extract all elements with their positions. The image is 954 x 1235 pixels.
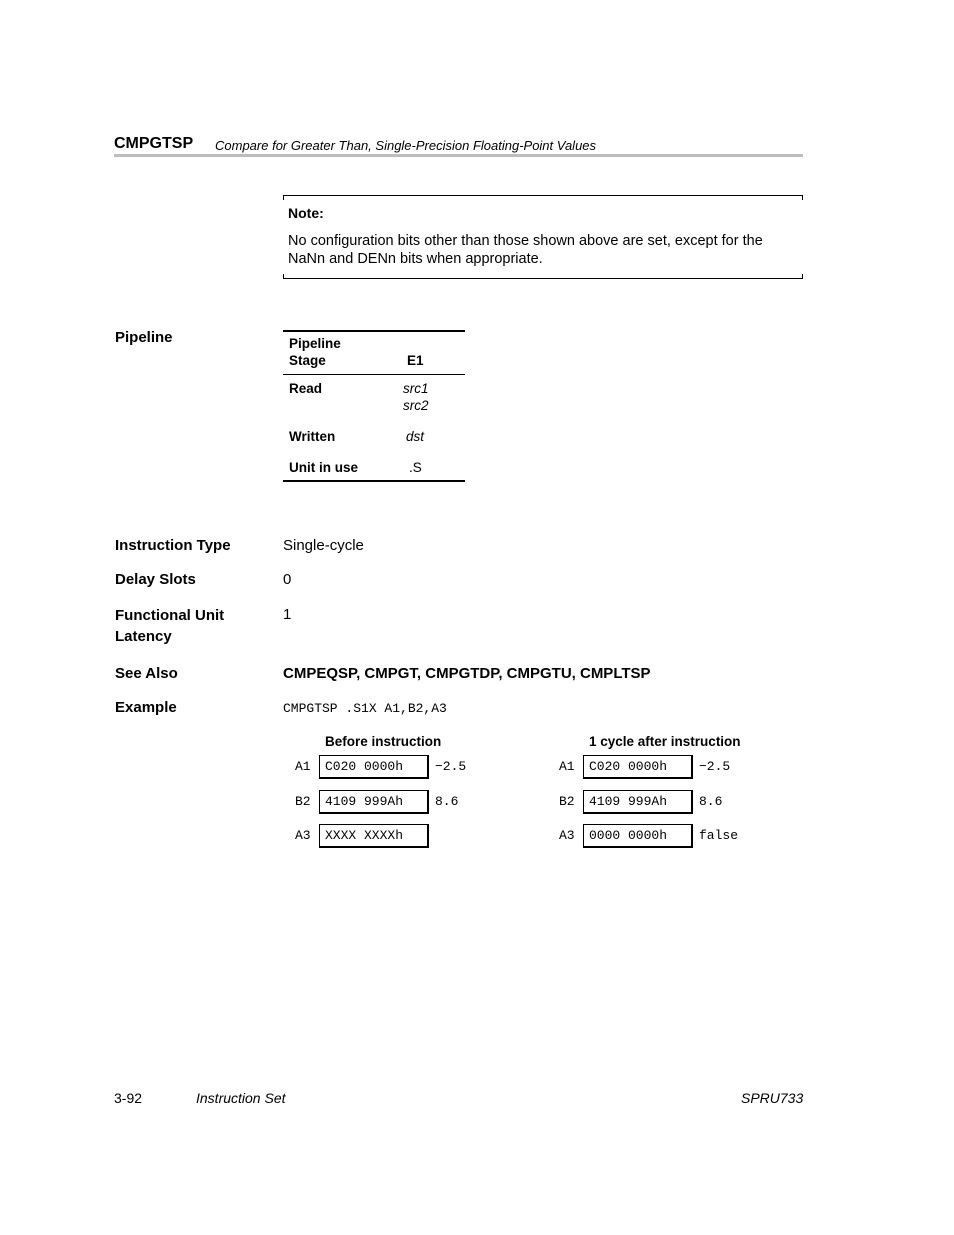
- functional-unit-latency-label-2: Latency: [115, 628, 172, 645]
- footer-page-number: 3-92: [114, 1090, 143, 1106]
- before-hex-b2: 4109 999Ah: [319, 790, 429, 814]
- pipeline-row-unit: Unit in use: [289, 460, 359, 475]
- after-val-a3: false: [699, 828, 739, 843]
- instruction-type-value: Single-cycle: [283, 537, 364, 554]
- after-title: 1 cycle after instruction: [589, 734, 741, 749]
- pipeline-written-dst: dst: [406, 429, 425, 444]
- before-reg-a3: A3: [295, 828, 311, 843]
- footer-doc-id: SPRU733: [741, 1090, 804, 1106]
- before-val-a1: −2.5: [435, 759, 467, 774]
- after-reg-a1: A1: [559, 759, 575, 774]
- instruction-type-label: Instruction Type: [115, 537, 231, 554]
- pipeline-table: [283, 330, 465, 483]
- after-hex-a3: 0000 0000h: [583, 824, 693, 848]
- functional-unit-latency-value: 1: [283, 606, 292, 623]
- note-title: Note:: [288, 205, 324, 221]
- instruction-mnemonic: CMPGTSP: [114, 135, 194, 152]
- after-hex-b2: 4109 999Ah: [583, 790, 693, 814]
- see-also-label: See Also: [115, 665, 178, 682]
- before-hex-a3: XXXX XXXXh: [319, 824, 429, 848]
- after-reg-b2: B2: [559, 794, 575, 809]
- pipeline-read-src1: src1: [403, 381, 429, 396]
- delay-slots-label: Delay Slots: [115, 571, 196, 588]
- before-reg-a1: A1: [295, 759, 311, 774]
- see-also-value: CMPEQSP, CMPGT, CMPGTDP, CMPGTU, CMPLTSP: [283, 665, 651, 682]
- header-rule: [114, 154, 803, 157]
- pipeline-header-line1: Pipeline: [289, 336, 341, 351]
- after-hex-a1: C020 0000h: [583, 755, 693, 779]
- pipeline-label: Pipeline: [115, 329, 173, 346]
- footer-section: Instruction Set: [196, 1090, 286, 1106]
- after-val-b2: 8.6: [699, 794, 723, 809]
- example-label: Example: [115, 699, 177, 716]
- note-body: No configuration bits other than those shown above are set, except for the NaNn and DENn bits when appropriate.: [288, 233, 763, 267]
- functional-unit-latency-label-1: Functional Unit: [115, 607, 225, 624]
- after-reg-a3: A3: [559, 828, 575, 843]
- pipeline-row-written: Written: [289, 429, 336, 444]
- instruction-description: Compare for Greater Than, Single-Precision Floating-Point Values: [215, 138, 597, 153]
- before-title: Before instruction: [325, 734, 442, 749]
- delay-slots-value: 0: [283, 571, 292, 588]
- example-code: CMPGTSP .S1X A1,B2,A3: [283, 701, 447, 716]
- pipeline-unit-value: .S: [409, 460, 422, 475]
- before-reg-b2: B2: [295, 794, 311, 809]
- pipeline-row-read: Read: [289, 381, 323, 396]
- pipeline-header-line2: Stage: [289, 353, 326, 368]
- pipeline-read-src2: src2: [403, 398, 429, 413]
- before-val-b2: 8.6: [435, 794, 459, 809]
- before-hex-a1: C020 0000h: [319, 755, 429, 779]
- after-val-a1: −2.5: [699, 759, 731, 774]
- pipeline-stage-e1: E1: [407, 353, 424, 368]
